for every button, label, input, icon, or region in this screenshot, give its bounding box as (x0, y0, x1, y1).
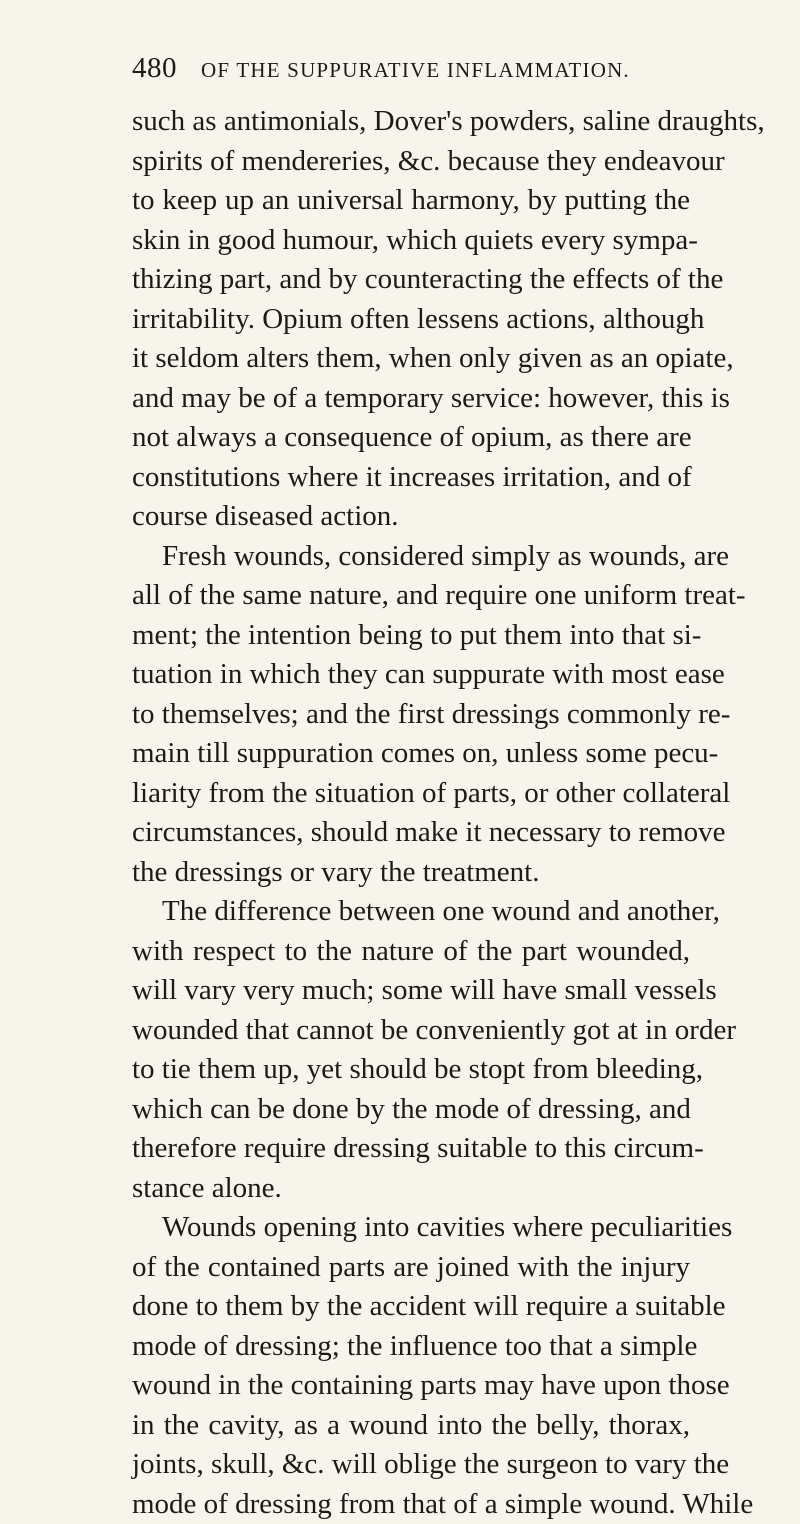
text-line: course diseased action. (132, 497, 690, 537)
text-line: to keep up an universal harmony, by putting the (132, 181, 690, 221)
text-line: not always a consequence of opium, as there are (132, 418, 690, 458)
running-head (132, 50, 692, 86)
text-line: will vary very much; some will have small vessels (132, 971, 690, 1011)
text-line: with respect to the nature of the part wounded, (132, 932, 690, 972)
text-line: constitutions where it increases irritation, and of (132, 458, 690, 498)
text-line: irritability. Opium often lessens actions, although (132, 300, 690, 340)
text-line: therefore require dressing suitable to this circum- (132, 1129, 690, 1169)
body-text (132, 102, 690, 1524)
text-line: in the cavity, as a wound into the belly, thorax, (132, 1406, 690, 1446)
text-line: skin in good humour, which quiets every sympa- (132, 221, 690, 261)
text-line: thizing part, and by counteracting the effects of the (132, 260, 690, 300)
running-title: OF THE SUPPURATIVE INFLAMMATION. (201, 52, 630, 88)
text-line: mode of dressing; the influence too that a simple (132, 1327, 690, 1367)
page-number: 480 (132, 52, 177, 84)
text-line: wound in the containing parts may have upon those (132, 1366, 690, 1406)
text-line: circumstances, should make it necessary to remove (132, 813, 690, 853)
text-line: to tie them up, yet should be stopt from bleeding, (132, 1050, 690, 1090)
text-line: liarity from the situation of parts, or other collateral (132, 774, 690, 814)
text-line: and may be of a temporary service: however, this is (132, 379, 690, 419)
text-line: of the contained parts are joined with the injury (132, 1248, 690, 1288)
text-line: such as antimonials, Dover's powders, saline draughts, (132, 102, 690, 142)
text-line: to themselves; and the first dressings commonly re- (132, 695, 690, 735)
paragraph-first-line: The difference between one wound and another, (132, 892, 690, 932)
paragraph-first-line: Wounds opening into cavities where peculiarities (132, 1208, 690, 1248)
paragraph-first-line: Fresh wounds, considered simply as wounds, are (132, 537, 690, 577)
text-line: joints, skull, &c. will oblige the surgeon to vary the (132, 1445, 690, 1485)
text-line: done to them by the accident will require a suitable (132, 1287, 690, 1327)
text-line: stance alone. (132, 1169, 690, 1209)
text-line: which can be done by the mode of dressing, and (132, 1090, 690, 1130)
text-line: main till suppuration comes on, unless some pecu- (132, 734, 690, 774)
text-line: it seldom alters them, when only given as an opiate, (132, 339, 690, 379)
text-line: ment; the intention being to put them into that si- (132, 616, 690, 656)
text-line: the dressings or vary the treatment. (132, 853, 690, 893)
text-line: spirits of mendereries, &c. because they endeavour (132, 142, 690, 182)
text-line: mode of dressing from that of a simple wound. While (132, 1485, 690, 1524)
text-line: all of the same nature, and require one uniform treat- (132, 576, 690, 616)
text-line: tuation in which they can suppurate with most ease (132, 655, 690, 695)
text-line: wounded that cannot be conveniently got at in order (132, 1011, 690, 1051)
